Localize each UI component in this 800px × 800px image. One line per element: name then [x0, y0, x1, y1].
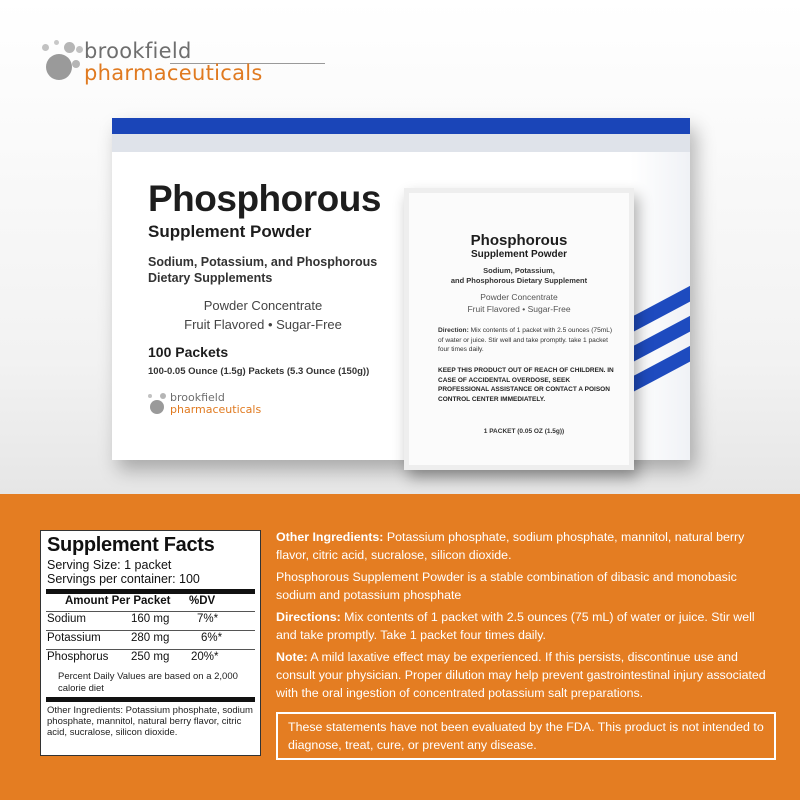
product-description: Phosphorous Supplement Powder is a stable combination of dibasic and monobasic sodium and potassium phosphate — [276, 570, 737, 602]
directions: Directions: Mix contents of 1 packet with 2.5 ounces (75 mL) of water or juice. Stir well and take promptly. Take 1 packet four times daily. — [276, 610, 755, 642]
daily-value-note: Percent Daily Values are based on a 2,000 calorie diet — [58, 671, 238, 694]
supplement-facts-panel — [40, 530, 261, 756]
packet-title: Phosphorous — [470, 232, 568, 249]
servings-per-container: Servings per container: 100 — [47, 572, 200, 586]
packet-concentrate: Powder Concentrate Fruit Flavored • Sugar-Free — [467, 292, 571, 314]
facts-other-ingredients: Other Ingredients: Potassium phosphate, sodium phosphate, mannitol, natural berry flavor, citric acid, sucralose, silicon dioxide. — [47, 705, 253, 738]
logo-word-pharmaceuticals: pharmaceuticals — [84, 61, 263, 85]
packet-size: 1 PACKET (0.05 OZ (1.5g)) — [483, 428, 565, 435]
logo-word-brookfield: brookfield — [84, 39, 192, 63]
column-amount: Amount Per Packet — [65, 595, 171, 607]
facts-heading: Supplement Facts — [47, 534, 215, 556]
packet-description: Sodium, Potassium, and Phosphorous Dietary Supplement — [450, 266, 588, 285]
box-title: Phosphorous — [148, 178, 381, 219]
serving-size: Serving Size: 1 packet — [47, 558, 172, 572]
fda-disclaimer: These statements have not been evaluated by the FDA. This product is not intended to diagnose, treat, cure, or prevent any disease. — [276, 712, 776, 760]
box-description: Sodium, Potassium, and Phosphorous Dietary Supplements — [148, 255, 378, 285]
nutrient-row: Phosphorus 250 mg 20%* — [47, 651, 219, 663]
box-concentrate: Powder Concentrate Fruit Flavored • Sugar-Free — [184, 298, 342, 332]
packet-warning: KEEP THIS PRODUCT OUT OF REACH OF CHILDREN. IN CASE OF ACCIDENTAL OVERDOSE, SEEK PROFESSIONAL ASSISTANCE OR CONTACT A POISON CONTROL CENTER IMMEDIATELY. — [438, 367, 614, 403]
nutrient-row: Potassium 280 mg 6%* — [47, 632, 223, 644]
box-brand-logo: brookfield pharmaceuticals — [148, 390, 298, 418]
packet-subtitle: Supplement Powder — [470, 249, 568, 260]
laxative-note: Note: A mild laxative effect may be experienced. If this persists, discontinue use and consult your physician. Proper dilution may help prevent gastrointestinal injury associated with the oral ingestion of concentrated potassium salt preparations. — [276, 650, 766, 700]
nutrient-row: Sodium 160 mg 7%* — [47, 613, 219, 625]
box-subtitle: Supplement Powder — [148, 222, 312, 241]
column-dv: %DV — [189, 595, 216, 607]
packet-directions: Direction: Mix contents of 1 packet with 2.5 ounces (75mL) of water or juice. Stir well and take promptly. take 1 packet four times daily. — [438, 327, 613, 353]
brand-logo — [40, 36, 290, 86]
box-packet-count: 100 Packets — [148, 344, 229, 360]
box-weight: 100-0.05 Ounce (1.5g) Packets (5.3 Ounce (150g)) — [148, 366, 370, 377]
other-ingredients: Other Ingredients: Potassium phosphate, sodium phosphate, mannitol, natural berry flavor, citric acid, sucralose, silicon dioxide. — [276, 530, 745, 562]
